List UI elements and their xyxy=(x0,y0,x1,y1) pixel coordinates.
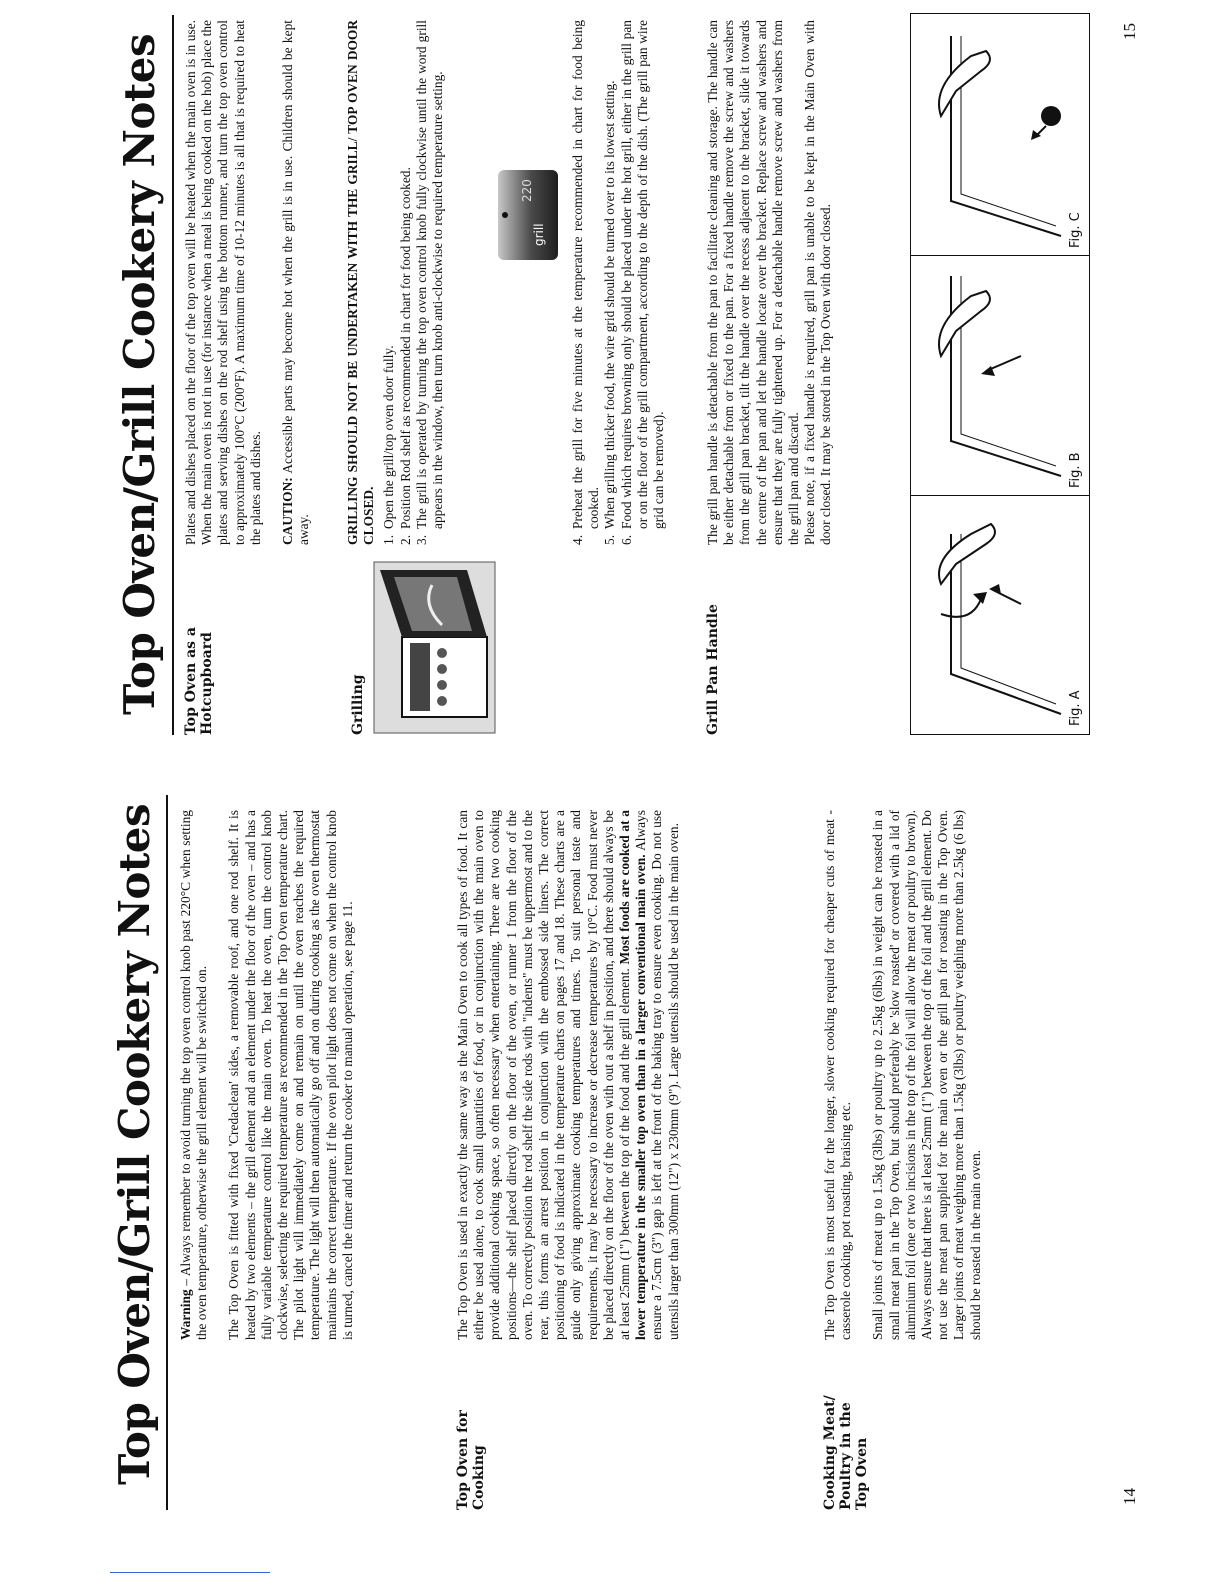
intro-block xyxy=(178,810,372,1340)
caution-paragraph xyxy=(280,20,312,545)
step-number: 5. xyxy=(602,534,618,545)
handle-screw-icon xyxy=(911,14,1089,256)
intro-paragraph: The Top Oven is fitted with fixed 'Credaclean' sides, a removable roof, and one rod shelf. It is heated by two elements – the grill element and an element under the floor of the oven – and has a fully variable temperature control like the main oven. To heat the oven, turn the control knob clockwise, selecting the required temperature as recommended in the Top Oven temperature chart. The pilot light will immediately come on and remain on until the oven reaches the required temperature. The light will then automatically go off and on during cooking as the oven thermostat maintains the correct temperature. If the oven pilot light does not come on when the control knob is turned, cancel the timer and return the cooker to manual operation, see page 11. xyxy=(226,810,355,1340)
heading-hotcupboard: Top Oven as a Hotcupboard xyxy=(183,626,215,735)
warning-text: – Always remember to avoid turning the top oven control knob past 220°C when setting the oven temperature, otherwise the grill element will be switched on. xyxy=(178,810,210,1340)
warning-label: Warning xyxy=(178,1289,193,1340)
step-number: 3. xyxy=(413,534,429,545)
meat-paragraph-1: The Top Oven is most useful for the longer, slower cooking required for cheaper cuts of meat - casserole cooking, pot roasting, braising etc. xyxy=(822,810,854,1340)
step-text: Open the grill/top oven door fully. xyxy=(381,345,397,529)
step-number: 6. xyxy=(618,534,634,545)
step-text: Food which requires browning only should be placed under the hot grill, either in the grill pan or on the floor of the grill compartment, according to the depth of the dish. (The grill pan wire grid can be removed). xyxy=(618,20,667,529)
figure-b xyxy=(911,255,1089,496)
heading-grilling: Grilling xyxy=(350,674,366,735)
heading-grill-pan-handle: Grill Pan Handle xyxy=(705,604,721,735)
cooking-block xyxy=(455,810,698,1340)
cooking-text-after: Always ensure a 7.5cm (3") gap is left at the front of the baking tray to ensure even cooking. Do not use utensils larger than 300mm (12") x 230mm (9"). Large utensils should be used in the main oven. xyxy=(633,810,681,1340)
cooking-text: The Top Oven is used in exactly the same way as the Main Oven to cook all types of food. It can either be used alone, to cook small quantities of food, or in conjunction with the main oven to provide additional cooking space, so often necessary when entertaining. There are two cooking positions—the shelf placed directly on the floor of the oven, or runner 1 from the floor of the oven. To correctly position the rod shelf the side rods with "indents" must be uppermost and to the rear, this forms an arrest position in conjunction with the embossed side liners. The correct positioning of food is indicated in the temperature charts on pages 17 and 18. These charts are a guide only giving approximate cooking temperatures and times. To suit personal taste and requirements, it may be necessary to increase or decrease temperatures by 10°C. Food must never be placed directly on the floor of the oven with out a shelf in position, and there should always be at least 25mm (1") between the top of the food and the grill element. xyxy=(455,810,633,1340)
caution-text: Accessible parts may become hot when the grill is in use. Children should be kept away. xyxy=(280,20,312,545)
control-knob-window xyxy=(498,170,558,260)
page-title: Top Oven/Grill Cookery Notes xyxy=(115,33,164,715)
heading-top-oven-cooking: Top Oven for Cooking xyxy=(455,1410,487,1510)
caution-label: CAUTION: xyxy=(280,477,296,545)
step-text: When grilling thicker food, the wire grid should be turned over to its lowest setting. xyxy=(602,80,618,529)
dial-indicator-icon xyxy=(502,212,508,218)
figure-a xyxy=(911,495,1089,734)
step-item xyxy=(618,20,668,545)
grilling-block-b xyxy=(570,20,667,545)
page-14 xyxy=(0,795,1225,1585)
heading-cooking-meat: Cooking Meat/ Poultry in the Top Oven xyxy=(822,1395,870,1510)
grill-oven-icon xyxy=(372,560,497,735)
title-rule xyxy=(172,15,174,735)
cooking-bold-text: Most foods are cooked at a lower temperature in the smaller top oven than in a larger conventional main oven. xyxy=(617,810,649,1340)
handle-slide-icon xyxy=(911,256,1089,496)
figure-label: Fig. C xyxy=(1068,212,1083,248)
title-rule xyxy=(166,795,168,1510)
step-text: Preheat the grill for five minutes at the temperature recommended in chart for food being cooked. xyxy=(570,20,602,529)
step-item xyxy=(413,20,446,545)
grilling-block xyxy=(345,20,446,545)
step-text: The grill is operated by turning the top oven control knob fully clockwise until the word grill appears in the window, then turn knob anti-clockwise to required temperature setting. xyxy=(413,20,446,529)
grill-illustration xyxy=(372,560,497,735)
step-item xyxy=(381,20,397,545)
dial-label: grill xyxy=(532,223,546,246)
grilling-warning-text: GRILLING SHOULD NOT BE UNDERTAKEN WITH THE GRILL/ TOP OVEN DOOR CLOSED. xyxy=(345,20,377,545)
figure-label: Fig. A xyxy=(1068,690,1083,726)
meat-paragraph-2: Small joints of meat up to 1.5kg (3lbs) or poultry up to 2.5kg (6lbs) in weight can be roasted in a small meat pan in the Top Oven, but should preferably be 'slow roasted' or covered with a lid of aluminium foil (one or two incisions in the top of the foil will allow the meat or poultry to brown). Always ensure that there is at least 25mm (1") between the top of the foil and the grill element. Do not use the meat pan supplied for the main oven or the grill pan for roasting in the Top Oven. Larger joints of meat weighing more than 1.5kg (3lbs) or poultry weighing more than 2.5kg (6 lbs) should be roasted in the main oven. xyxy=(870,810,983,1340)
figure-c xyxy=(911,14,1089,256)
handle-tilt-icon xyxy=(911,496,1089,734)
grilling-warning xyxy=(345,20,377,545)
cooking-paragraph xyxy=(455,810,682,1340)
handle-paragraph: The grill pan handle is detachable from the pan to facilitate cleaning and storage. The handle can be either detachable from or fixed to the pan. For a fixed handle remove the screw and washers from the grill pan bracket, tilt the handle over the recess adjacent to the bracket, slide it towards the centre of the pan and let the handle locate over the bracket. Replace screw and washers and ensure that they are fully tightened up. For a detachable handle remove screw and washers from the grill pan and discard. xyxy=(705,20,802,545)
handle-note: Please note, if a fixed handle is required, grill pan is unable to be kept in the Main Oven with door closed. It may be stored in the Top Oven with door closed. xyxy=(802,20,834,545)
dial-value: 220 xyxy=(520,179,534,202)
page-number: 14 xyxy=(1120,1488,1139,1505)
meat-block xyxy=(822,810,1000,1340)
page-number: 15 xyxy=(1120,23,1139,40)
figure-strip xyxy=(910,13,1090,735)
step-text: Position Rod shelf as recommended in chart for food being cooked. xyxy=(397,167,413,529)
step-item xyxy=(602,20,618,545)
warning-paragraph xyxy=(178,810,210,1340)
step-item xyxy=(570,20,602,545)
figure-label: Fig. B xyxy=(1068,452,1083,488)
grilling-steps-a xyxy=(381,20,446,545)
step-number: 4. xyxy=(570,534,585,545)
step-number: 1. xyxy=(381,534,397,545)
hotcupboard-paragraph: Plates and dishes placed on the floor of the top oven will be heated when the main oven is in use. When the main oven is not in use (for instance when a meal is being cooked on the hob) place the plates and serving dishes on the rod shelf using the bottom runner, and turn the top oven control to approximately 100°C (200°F). A maximum time of 10-12 minutes is all that is required to heat the plates and dishes. xyxy=(183,20,263,545)
step-item xyxy=(397,20,414,545)
hotcupboard-block xyxy=(183,20,318,545)
handle-block xyxy=(705,20,835,545)
grilling-steps-b xyxy=(570,20,667,545)
page-title: Top Oven/Grill Cookery Notes xyxy=(110,803,159,1485)
bottom-link-underline xyxy=(110,1572,270,1573)
step-number: 2. xyxy=(397,534,413,545)
